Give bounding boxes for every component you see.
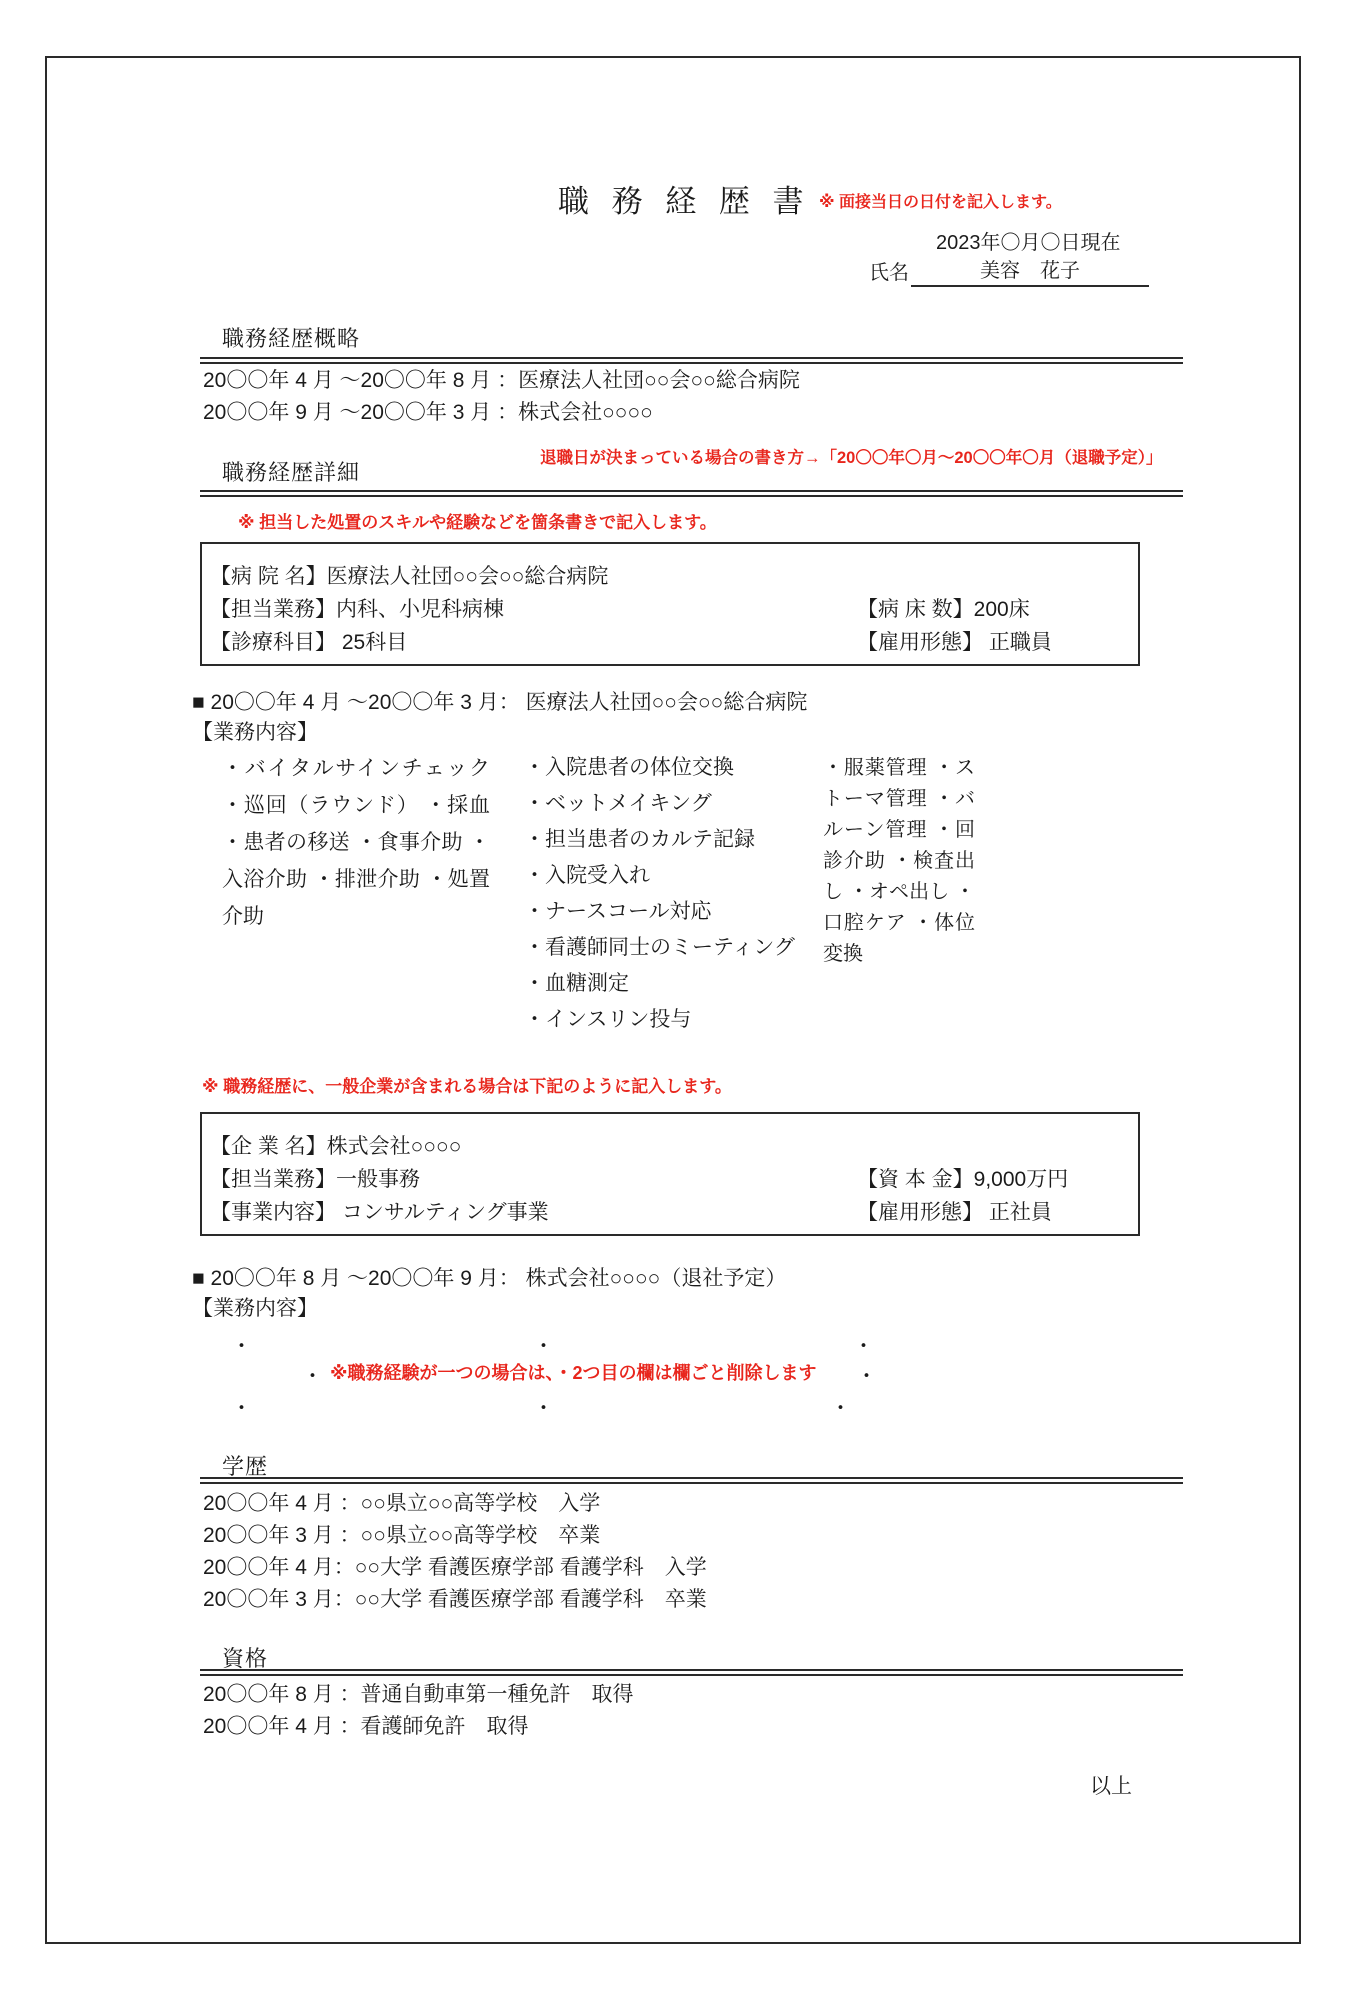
detail-heading: 職務経歴詳細	[222, 460, 361, 485]
duties-column-1	[222, 750, 490, 935]
summary-heading: 職務経歴概略	[222, 326, 361, 351]
placeholder-bullet: ・	[830, 1397, 851, 1420]
education-row: 20〇〇年 4 月：○○大学 看護医療学部 看護学科 入学	[203, 1556, 707, 1579]
company-name: 【企 業 名】株式会社○○○○	[210, 1135, 462, 1158]
qualifications-rule	[200, 1669, 1183, 1676]
placeholder-bullet: ・	[856, 1365, 877, 1388]
duty-line: 口腔ケア ・体位	[823, 912, 975, 934]
qualification-row: 20〇〇年 8 月 ：普通自動車第一種免許 取得	[203, 1683, 634, 1706]
duty-line: ・入院受入れ	[524, 864, 650, 887]
hospital-duty: 【担当業務】内科、小児科病棟	[210, 598, 504, 621]
summary-row: 20〇〇年 4 月 ～20〇〇年 8 月 ：医療法人社団○○会○○総合病院	[203, 369, 800, 392]
duty-line: 診介助 ・検査出	[823, 850, 975, 872]
duty-line: 変換	[823, 943, 863, 965]
name-underline	[911, 285, 1149, 287]
placeholder-bullet: ・	[231, 1335, 252, 1358]
placeholder-bullet: ・	[533, 1397, 554, 1420]
hospital-period: ■ 20〇〇年 4 月 ～20〇〇年 3 月： 医療法人社団○○会○○総合病院	[192, 691, 808, 714]
qualifications-heading: 資格	[222, 1646, 269, 1671]
hospital-name: 【病 院 名】医療法人社団○○会○○総合病院	[210, 565, 609, 588]
current-date: 2023年〇月〇日現在	[936, 232, 1121, 254]
hospital-employment: 【雇用形態】 正職員	[857, 631, 1052, 654]
education-rule	[200, 1477, 1183, 1484]
education-heading: 学歴	[222, 1454, 269, 1479]
document-title: 職 務 経 歴 書	[558, 184, 811, 219]
duty-line: ・服薬管理 ・ス	[823, 757, 975, 779]
duty-line: ・担当患者のカルテ記録	[524, 828, 755, 851]
summary-row: 20〇〇年 9 月 ～20〇〇年 3 月 ：株式会社○○○○	[203, 401, 653, 424]
company-capital: 【資 本 金】9,000万円	[857, 1168, 1069, 1191]
company-info-box	[200, 1112, 1140, 1236]
duty-line: 介助	[222, 905, 264, 928]
delete-note: ※職務経験が一つの場合は、・2つ目の欄は欄ごと削除します	[330, 1363, 817, 1383]
hospital-info-box	[200, 542, 1140, 666]
duty-line: ・バイタルサインチェック	[222, 757, 490, 780]
name-value: 美容 花子	[980, 260, 1080, 282]
company-period: ■ 20〇〇年 8 月 ～20〇〇年 9 月： 株式会社○○○○（退社予定）	[192, 1267, 787, 1290]
education-row: 20〇〇年 4 月 ：○○県立○○高等学校 入学	[203, 1492, 601, 1515]
company-duties-heading: 【業務内容】	[192, 1297, 318, 1320]
company-note: ※ 職務経歴に、一般企業が含まれる場合は下記のように記入します。	[202, 1077, 732, 1096]
company-business: 【事業内容】 コンサルティング事業	[210, 1201, 549, 1224]
qualification-row: 20〇〇年 4 月 ：看護師免許 取得	[203, 1715, 529, 1738]
closing-text: 以上	[1090, 1775, 1132, 1798]
duty-line: し ・オペ出し ・	[823, 881, 975, 903]
duty-line: ・ベットメイキング	[524, 792, 712, 815]
detail-rule	[200, 490, 1183, 497]
hospital-duties-heading: 【業務内容】	[192, 721, 318, 744]
duty-line: ・看護師同士のミーティング	[524, 936, 795, 959]
placeholder-bullet: ・	[302, 1365, 323, 1388]
duty-line: トーマ管理 ・バ	[823, 788, 975, 810]
name-label: 氏名	[869, 262, 909, 284]
retirement-note: 退職日が決まっている場合の書き方→「20〇〇年〇月～20〇〇年〇月（退職予定）」	[540, 449, 1163, 467]
hospital-beds: 【病 床 数】200床	[857, 598, 1030, 621]
company-employment: 【雇用形態】 正社員	[857, 1201, 1052, 1224]
duty-line: ・ナースコール対応	[524, 900, 712, 923]
summary-rule	[200, 357, 1183, 364]
company-duty: 【担当業務】一般事務	[210, 1168, 420, 1191]
date-entry-note: ※ 面接当日の日付を記入します。	[819, 194, 1062, 211]
education-row: 20〇〇年 3 月：○○大学 看護医療学部 看護学科 卒業	[203, 1588, 707, 1611]
duty-line: ・入院患者の体位交換	[524, 756, 734, 779]
duty-line: ・インスリン投与	[524, 1008, 692, 1031]
placeholder-bullet: ・	[853, 1335, 874, 1358]
duty-line: ・患者の移送 ・食事介助 ・	[222, 831, 490, 854]
placeholder-bullet: ・	[533, 1335, 554, 1358]
placeholder-bullet: ・	[231, 1397, 252, 1420]
duty-line: ルーン管理 ・回	[823, 819, 975, 841]
duty-line: 入浴介助 ・排泄介助 ・処置	[222, 868, 490, 891]
duty-line: ・血糖測定	[524, 972, 629, 995]
duties-column-2	[524, 750, 814, 1038]
skills-note: ※ 担当した処置のスキルや経験などを箇条書きで記入します。	[238, 513, 717, 532]
duties-column-3	[823, 753, 975, 970]
hospital-departments: 【診療科目】 25科目	[210, 631, 408, 654]
duty-line: ・巡回（ラウンド） ・採血	[222, 794, 490, 817]
education-row: 20〇〇年 3 月 ：○○県立○○高等学校 卒業	[203, 1524, 601, 1547]
